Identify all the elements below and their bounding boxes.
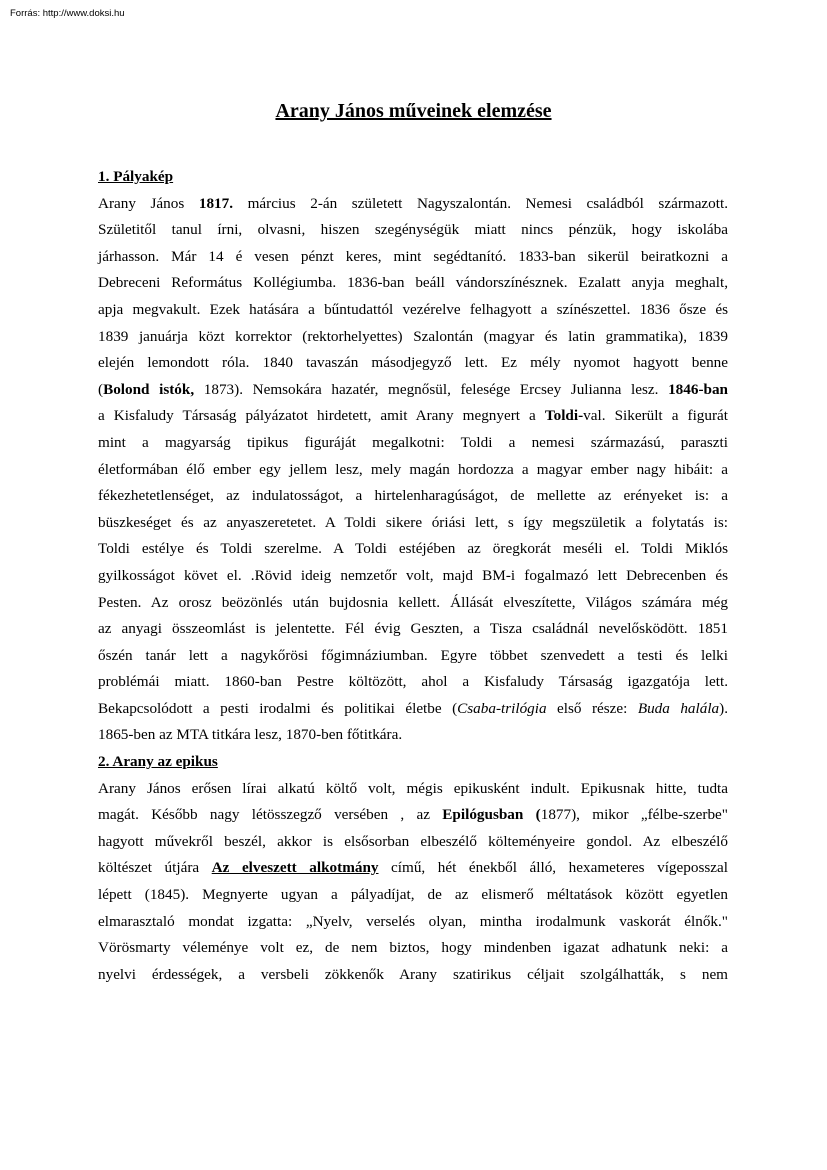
section-heading-1-text: 1. Pályakép xyxy=(98,168,174,185)
section-1-line xyxy=(98,643,728,670)
section-1-text: Pesten. Az orosz beözönlés után bujdosnia kellett. Állását elveszítette, Világos számára még xyxy=(98,593,728,611)
section-1-line xyxy=(98,217,728,244)
section-1-text: ). xyxy=(719,699,728,717)
section-1-text: 1817. xyxy=(198,194,234,212)
section-1-text: Debreceni Református Kollégiumba. 1836-ban beáll vándorszínésznek. Ezalatt anyja meghalt, xyxy=(98,274,728,292)
section-1-text: március 2-án született Nagyszalontán. Nemesi családból származott. xyxy=(233,194,729,212)
section-1-text: Toldi estélye és Toldi szerelme. A Toldi estéjében az öregkorát meséli el. Toldi Miklós xyxy=(98,540,728,558)
section-1-text: val. Sikerült a figurát xyxy=(583,407,728,425)
section-1-text: őszén tanár lett a nagykőrösi főgimnáziumban. Egyre többet szenvedett a testi és lelki xyxy=(98,646,728,664)
section-1-line xyxy=(98,430,728,457)
section-heading-1 xyxy=(98,164,728,191)
section-1-line xyxy=(98,297,728,324)
section-2-line xyxy=(98,909,728,936)
document-body xyxy=(98,164,728,988)
section-1-body xyxy=(98,191,728,749)
section-1-text: apja megvakult. Ezek hatására a bűntudattól vezérelve felhagyott a színészettel. 1836 ősze és xyxy=(98,300,728,318)
section-2-text: Az elveszett alkotmány xyxy=(211,859,379,877)
section-2-line xyxy=(98,855,728,882)
section-1-line xyxy=(98,722,728,749)
section-1-line xyxy=(98,191,728,218)
section-2-line xyxy=(98,962,728,989)
section-1-text: 1846-ban xyxy=(668,380,728,398)
section-1-text: fékezhetetlenséget, az indulatosságot, a hirtelenharagúságot, de mellette az erényeket is: a xyxy=(98,487,728,505)
page-title: Arany János műveinek elemzése xyxy=(275,100,552,122)
section-1-text: Buda halála xyxy=(637,699,720,717)
section-1-text: Arany János xyxy=(98,194,199,212)
section-2-text: című, hét énekből álló, hexameteres vígeposszal xyxy=(378,859,728,877)
section-1-line xyxy=(98,483,728,510)
section-2-text: elmarasztaló mondat izgatta: „Nyelv, verselés olyan, mintha irodalmunk vaskorát élnők." xyxy=(98,912,728,930)
section-2-line xyxy=(98,829,728,856)
section-1-text: 1865-ben az MTA titkára lesz, 1870-ben főtitkára. xyxy=(98,726,403,744)
section-1-line xyxy=(98,510,728,537)
section-1-line xyxy=(98,457,728,484)
section-1-text: ( xyxy=(98,380,104,398)
section-2-text: Epilógusban ( xyxy=(442,806,541,824)
section-2-line xyxy=(98,882,728,909)
section-1-text: Toldi- xyxy=(544,407,584,425)
section-1-line xyxy=(98,616,728,643)
section-1-text: gyilkosságot követ el. .Rövid ideig nemzetőr volt, majd BM-i fogalmazó lett Debrecenben és xyxy=(98,566,728,584)
section-2-line xyxy=(98,776,728,803)
section-1-line xyxy=(98,377,728,404)
section-1-line xyxy=(98,669,728,696)
section-2-text: nyelvi érdességek, a versbeli zökkenők Arany szatirikus céljait szolgálhatták, s nem xyxy=(98,965,728,983)
section-1-text: életformában élő ember egy jellem lesz, mely magán hordozza a magyar ember nagy hibáit: a xyxy=(98,460,728,478)
source-note: Forrás: http://www.doksi.hu xyxy=(10,8,125,19)
section-1-text: elején lemondott róla. 1840 tavaszán másodjegyző lett. Ez mély nyomot hagyott benne xyxy=(98,354,728,372)
section-1-line xyxy=(98,403,728,430)
section-1-line xyxy=(98,536,728,563)
section-1-line xyxy=(98,324,728,351)
section-1-text: járhasson. Már 14 é vesen pénzt keres, mint segédtanító. 1833-ban sikerül beiratkozni a xyxy=(98,247,728,265)
section-1-text: büszkeséget és az anyaszeretetet. A Toldi sikere óriási lett, s így megszületik a folytatás is: xyxy=(98,513,728,531)
section-1-line xyxy=(98,696,728,723)
section-2-text: hagyott művekről beszél, akkor is elsősorban elbeszélő költeményeire gondol. Az elbeszélő xyxy=(98,832,728,850)
section-1-text: problémái miatt. 1860-ban Pestre költözött, ahol a Kisfaludy Társaság igazgatója lett. xyxy=(98,673,728,691)
section-1-text: Csaba-trilógia xyxy=(457,699,547,717)
section-1-line xyxy=(98,590,728,617)
section-1-text: mint a magyarság tipikus figuráját megalkotni: Toldi a nemesi származású, paraszti xyxy=(98,433,728,451)
section-1-text: Bekapcsolódott a pesti irodalmi és politikai életbe ( xyxy=(98,699,458,717)
section-1-text: 1873). Nemsokára hazatér, megnősül, felesége Ercsey Julianna lesz. xyxy=(194,380,669,398)
section-2-text: Vörösmarty véleménye volt ez, de nem biztos, hogy mindenben igazat adhatunk neki: a xyxy=(98,939,728,957)
section-1-line xyxy=(98,563,728,590)
section-1-text: 1839 januárja közt korrektor (rektorhelyettes) Szalontán (magyar és latin grammatika), 1839 xyxy=(98,327,728,345)
section-heading-2-text: 2. Arany az epikus xyxy=(98,753,218,771)
section-2-text: magát. Később nagy létösszegző versében , az xyxy=(98,806,443,824)
section-2-text: Arany János erősen lírai alkatú költő volt, mégis epikusként indult. Epikusnak hitte, tudta xyxy=(98,779,728,797)
section-1-text: első része: xyxy=(546,699,638,717)
section-2-body xyxy=(98,776,728,989)
section-2-line xyxy=(98,802,728,829)
section-1-line xyxy=(98,244,728,271)
section-1-line xyxy=(98,270,728,297)
section-1-text: az anyagi összeomlást is jelentette. Fél évig Geszten, a Tisza családnál nevelősködött. 1851 xyxy=(98,620,728,638)
section-2-text: lépett (1845). Megnyerte ugyan a pályadíjat, de az elismerő méltatások között egyetlen xyxy=(98,886,728,904)
section-2-text: költészet útjára xyxy=(98,859,212,877)
section-1-text: Bolond istók, xyxy=(103,380,195,398)
section-1-line xyxy=(98,350,728,377)
section-1-text: Születitől tanul írni, olvasni, hiszen szegénységük miatt nincs pénzük, hogy iskolába xyxy=(98,221,728,239)
section-2-line xyxy=(98,935,728,962)
section-1-text: a Kisfaludy Társaság pályázatot hirdetett, amit Arany megnyert a xyxy=(98,407,545,425)
section-2-text: 1877), mikor „félbe-szerbe" xyxy=(540,806,728,824)
section-heading-2 xyxy=(98,749,728,776)
